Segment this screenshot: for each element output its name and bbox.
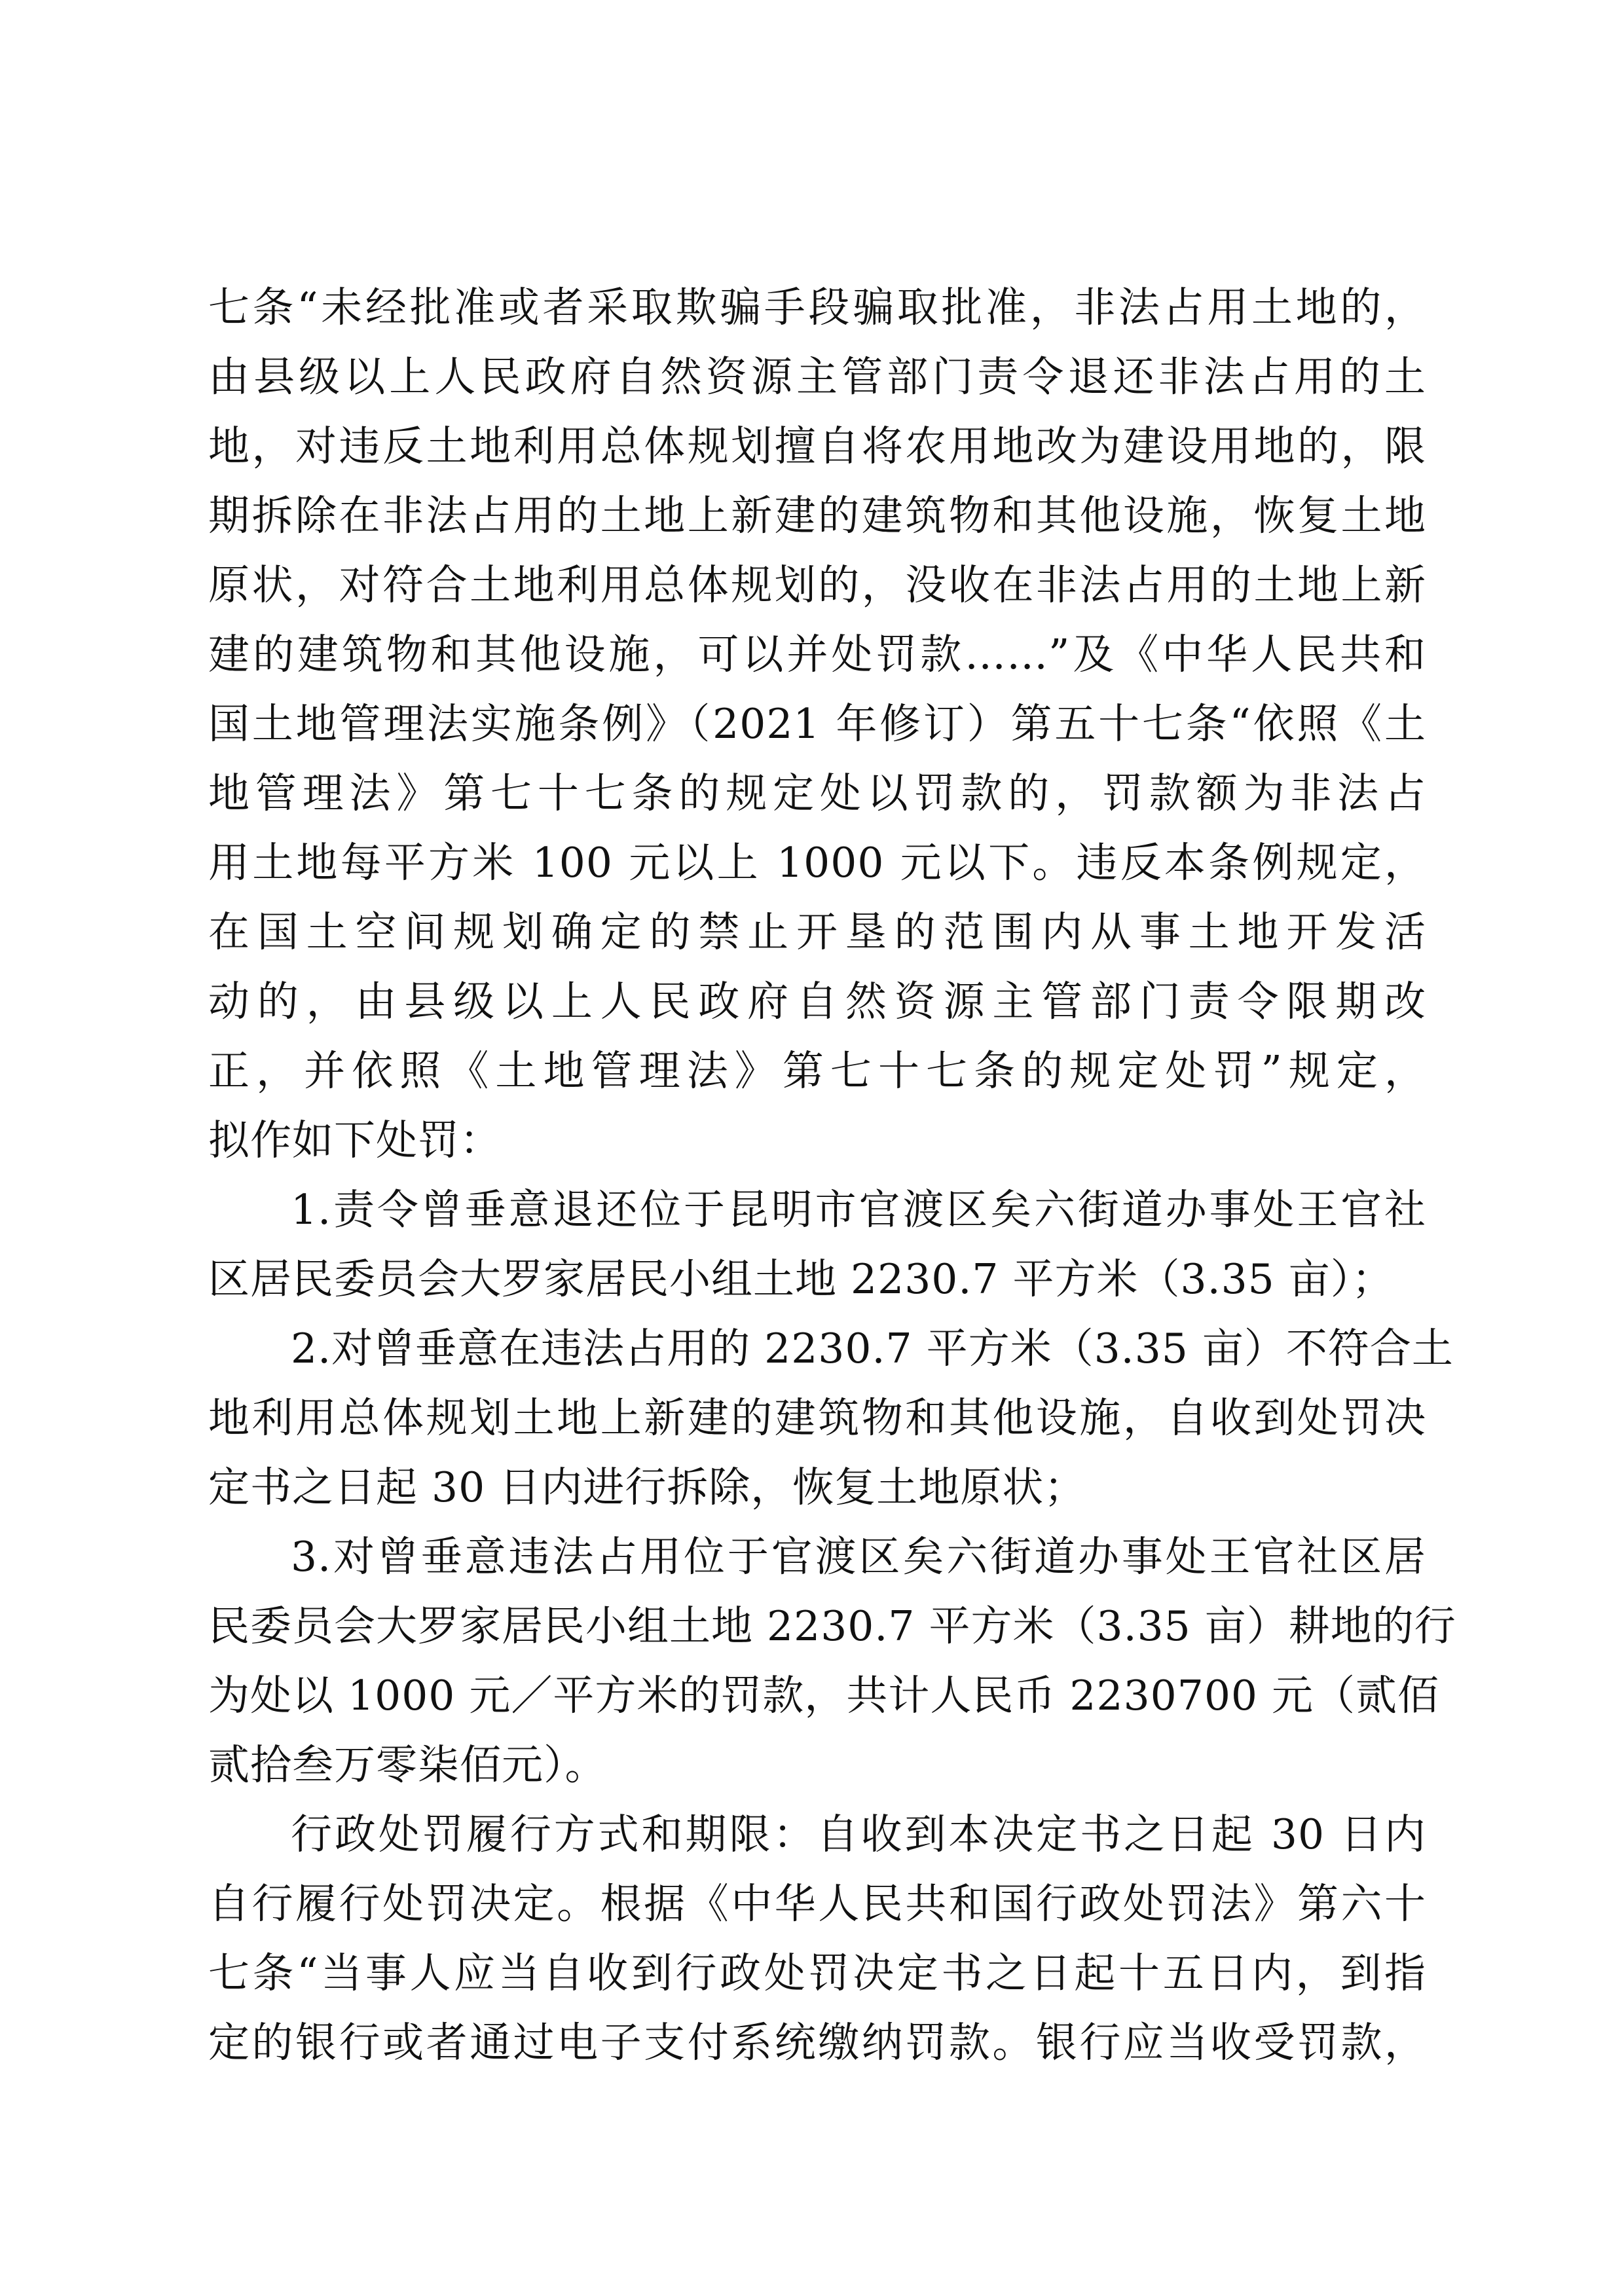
text-line: 地管理法》第七十七条的规定处以罚款的，罚款额为非法占	[208, 769, 1426, 817]
text-line: 地，对违反土地利用总体规划擅自将农用地改为建设用地的，限	[208, 422, 1426, 470]
text-line: 国土地管理法实施条例》（2021 年修订）第五十七条“依照《土	[208, 700, 1426, 748]
text-line: 1.责令曾垂意退还位于昆明市官渡区矣六街道办事处王官社	[291, 1186, 1426, 1234]
text-line: 期拆除在非法占用的土地上新建的建筑物和其他设施，恢复土地	[208, 492, 1426, 540]
text-line: 区居民委员会大罗家居民小组土地 2230.7 平方米（3.35 亩）；	[208, 1255, 1394, 1303]
text-line: 3.对曾垂意违法占用位于官渡区矣六街道办事处王官社区居	[291, 1533, 1426, 1581]
text-line: 定的银行或者通过电子支付系统缴纳罚款。银行应当收受罚款，	[208, 2019, 1426, 2066]
text-line: 拟作如下处罚：	[208, 1116, 502, 1164]
text-line: 由县级以上人民政府自然资源主管部门责令退还非法占用的土	[208, 353, 1426, 401]
text-line: 用土地每平方米 100 元以上 1000 元以下。违反本条例规定，	[208, 839, 1426, 887]
text-line: 行政处罚履行方式和期限：自收到本决定书之日起 30 日内	[291, 1810, 1426, 1858]
text-line: 原状，对符合土地利用总体规划的，没收在非法占用的土地上新	[208, 561, 1426, 609]
text-line: 在国土空间规划确定的禁止开垦的范围内从事土地开发活	[208, 908, 1426, 956]
text-line: 自行履行处罚决定。根据《中华人民共和国行政处罚法》第六十	[208, 1880, 1426, 1928]
text-line: 定书之日起 30 日内进行拆除，恢复土地原状；	[208, 1463, 1086, 1511]
text-line: 七条“当事人应当自收到行政处罚决定书之日起十五日内，到指	[208, 1949, 1426, 1997]
text-line: 贰拾叁万零柒佰元）。	[208, 1741, 607, 1789]
text-line: 为处以 1000 元／平方米的罚款，共计人民币 2230700 元（贰佰	[208, 1672, 1440, 1719]
text-line: 民委员会大罗家居民小组土地 2230.7 平方米（3.35 亩）耕地的行	[208, 1602, 1456, 1650]
text-line: 2.对曾垂意在违法占用的 2230.7 平方米（3.35 亩）不符合土	[291, 1325, 1454, 1372]
text-line: 建的建筑物和其他设施，可以并处罚款……”及《中华人民共和	[208, 631, 1426, 678]
text-line: 动的，由县级以上人民政府自然资源主管部门责令限期改	[208, 978, 1426, 1025]
text-line: 地利用总体规划土地上新建的建筑物和其他设施，自收到处罚决	[208, 1394, 1426, 1442]
text-line: 正，并依照《土地管理法》第七十七条的规定处罚”规定，	[208, 1047, 1426, 1095]
text-line: 七条“未经批准或者采取欺骗手段骗取批准，非法占用土地的，	[208, 284, 1426, 331]
